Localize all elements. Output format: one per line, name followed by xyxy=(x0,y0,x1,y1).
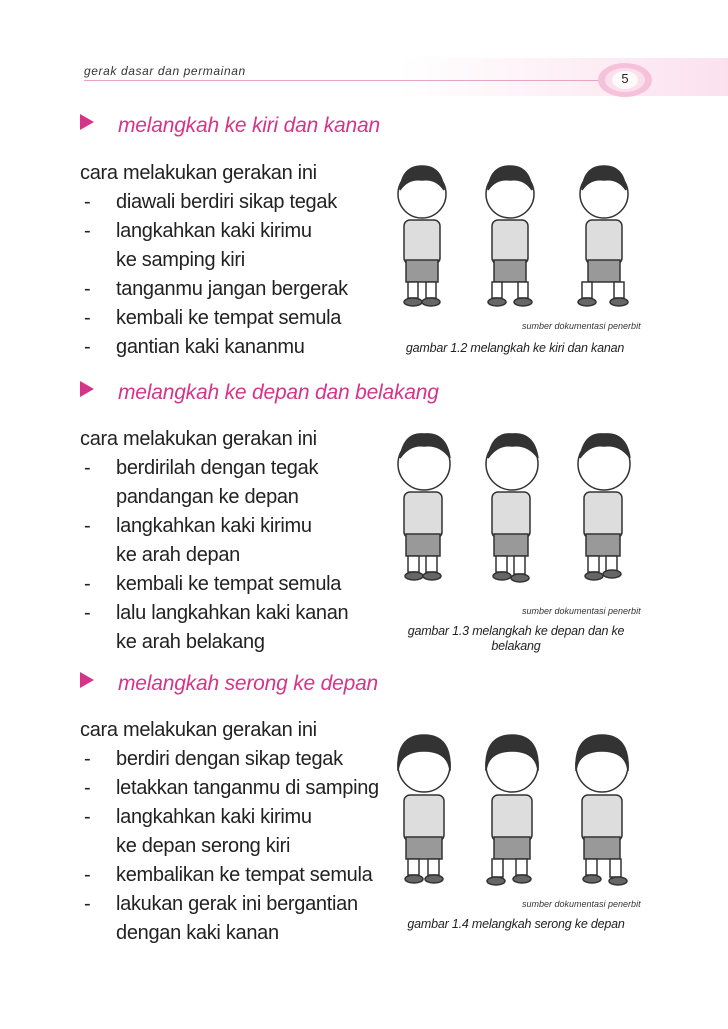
list-item: - langkahkan kaki kirimu xyxy=(84,806,312,828)
section-title: melangkah ke kiri dan kanan xyxy=(80,114,380,138)
figure-boy-forward-back xyxy=(384,428,654,588)
bullet-triangle-icon xyxy=(80,114,94,130)
list-item: pandangan ke depan xyxy=(116,486,299,508)
list-item: - langkahkan kaki kirimu xyxy=(84,220,312,242)
list-item: ke depan serong kiri xyxy=(116,835,291,857)
instruction-list xyxy=(80,716,380,948)
bullet-triangle-icon xyxy=(80,381,94,397)
figure-caption: gambar 1.3 melangkah ke depan dan ke belakang xyxy=(407,624,625,653)
list-item: - langkahkan kaki kirimu xyxy=(84,515,312,537)
section-title: melangkah serong ke depan xyxy=(80,672,378,696)
header-rule xyxy=(84,80,644,81)
list-item: - berdiri dengan sikap tegak xyxy=(84,748,343,770)
figure-girl-diagonal-step xyxy=(384,727,654,892)
list-item: - gantian kaki kananmu xyxy=(84,336,305,358)
figure-credit: sumber dokumentasi penerbit xyxy=(522,606,641,616)
instruction-list xyxy=(80,425,380,657)
running-head: gerak dasar dan permainan xyxy=(84,64,246,78)
figure-caption: gambar 1.2 melangkah ke kiri dan kanan xyxy=(405,341,625,355)
list-item: - kembali ke tempat semula xyxy=(84,307,342,329)
page-number: 5 xyxy=(621,71,629,86)
list-item: ke samping kiri xyxy=(116,249,245,271)
list-item: ke arah depan xyxy=(116,544,240,566)
list-item: - kembali ke tempat semula xyxy=(84,573,342,595)
figure-boy-side-step xyxy=(384,160,654,310)
list-item: dengan kaki kanan xyxy=(116,922,279,944)
list-item: ke arah belakang xyxy=(116,631,265,653)
instruction-list xyxy=(80,159,380,362)
figure-credit: sumber dokumentasi penerbit xyxy=(522,321,641,331)
figure-credit: sumber dokumentasi penerbit xyxy=(522,899,641,909)
intro-line: cara melakukan gerakan ini xyxy=(80,428,317,450)
list-item: - letakkan tanganmu di samping xyxy=(84,777,379,799)
list-item: - lakukan gerak ini bergantian xyxy=(84,893,358,915)
list-item: - lalu langkahkan kaki kanan xyxy=(84,602,349,624)
list-item: - berdirilah dengan tegak xyxy=(84,457,319,479)
list-item: - tanganmu jangan bergerak xyxy=(84,278,348,300)
figure-caption: gambar 1.4 melangkah serong ke depan xyxy=(407,917,625,931)
list-item: - diawali berdiri sikap tegak xyxy=(84,191,337,213)
intro-line: cara melakukan gerakan ini xyxy=(80,162,317,184)
list-item: - kembalikan ke tempat semula xyxy=(84,864,373,886)
bullet-triangle-icon xyxy=(80,672,94,688)
intro-line: cara melakukan gerakan ini xyxy=(80,719,317,741)
section-title: melangkah ke depan dan belakang xyxy=(80,381,439,405)
